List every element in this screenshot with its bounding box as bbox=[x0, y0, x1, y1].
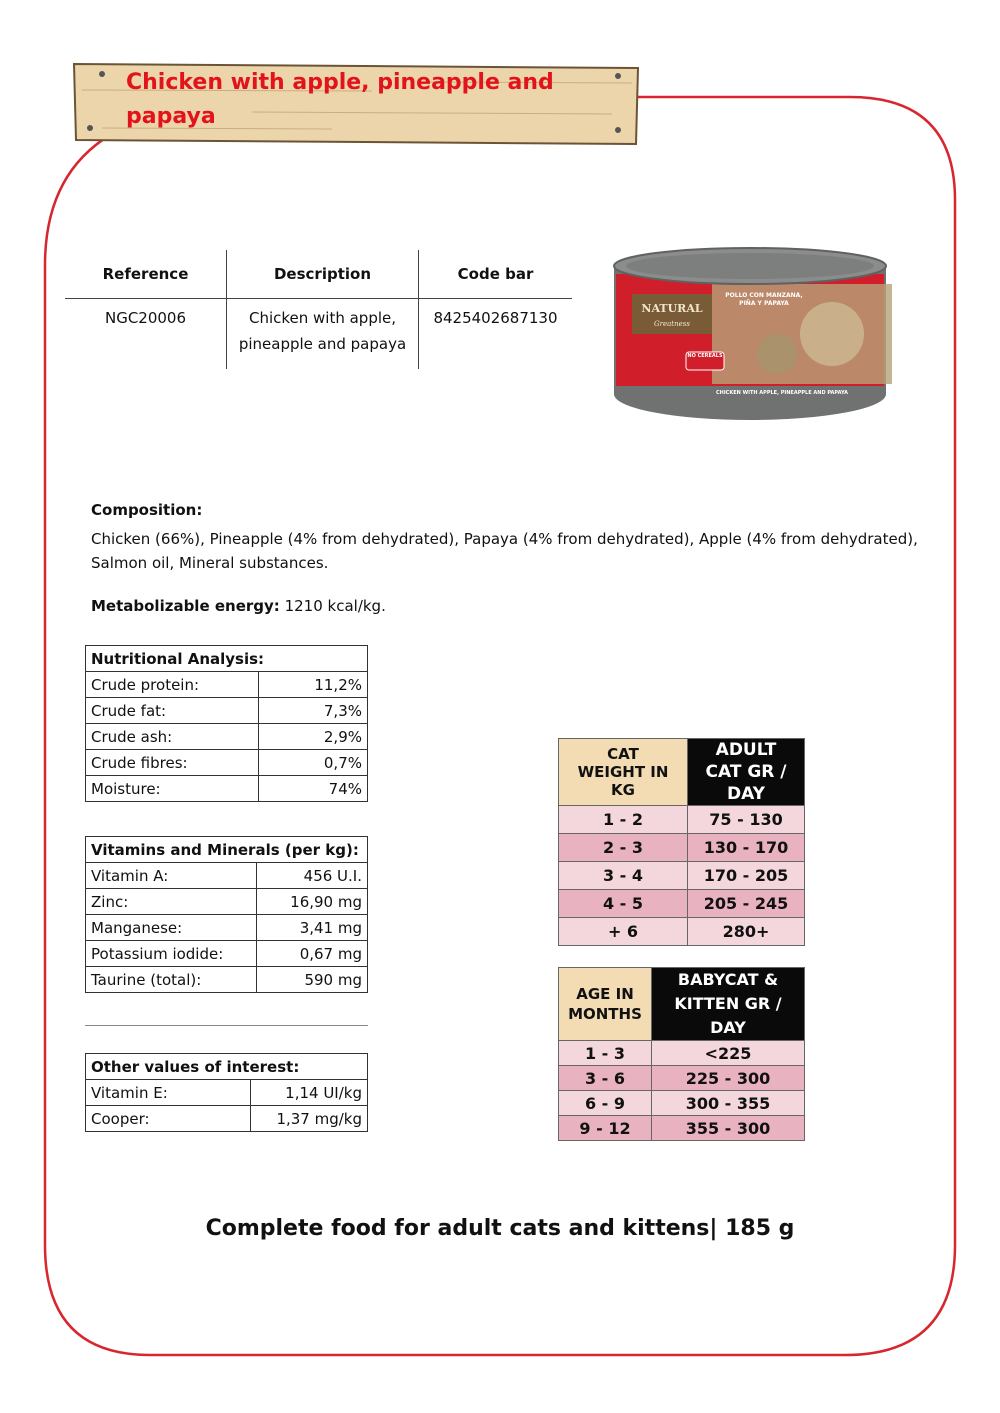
row-label: Crude protein: bbox=[86, 672, 259, 698]
adult-feeding-guide bbox=[558, 738, 805, 946]
table-row bbox=[86, 967, 368, 993]
weight-cell: 2 - 3 bbox=[559, 834, 688, 862]
age-cell: 3 - 6 bbox=[559, 1066, 652, 1091]
age-cell: 9 - 12 bbox=[559, 1116, 652, 1141]
table-row bbox=[559, 862, 805, 890]
reference-table bbox=[65, 250, 572, 369]
row-value: 590 mg bbox=[257, 967, 368, 993]
table-row bbox=[86, 1106, 368, 1132]
can-no-cereals-badge: NO CEREALS bbox=[687, 353, 723, 359]
table-row bbox=[86, 1080, 368, 1106]
table-row bbox=[559, 890, 805, 918]
row-value: 1,14 UI/kg bbox=[251, 1080, 368, 1106]
row-value: 1,37 mg/kg bbox=[251, 1106, 368, 1132]
table-row bbox=[559, 1041, 805, 1066]
table-row bbox=[86, 915, 368, 941]
grams-cell: 225 - 300 bbox=[652, 1066, 805, 1091]
grams-cell: 355 - 300 bbox=[652, 1116, 805, 1141]
nutritional-analysis-table bbox=[85, 645, 368, 802]
table-row bbox=[86, 672, 368, 698]
reference-value: NGC20006 bbox=[65, 299, 227, 370]
age-cell: 6 - 9 bbox=[559, 1091, 652, 1116]
row-label: Manganese: bbox=[86, 915, 257, 941]
vitamins-minerals-table bbox=[85, 836, 368, 993]
weight-cell: 4 - 5 bbox=[559, 890, 688, 918]
row-label: Taurine (total): bbox=[86, 967, 257, 993]
row-label: Vitamin E: bbox=[86, 1080, 251, 1106]
grams-cell: 205 - 245 bbox=[688, 890, 805, 918]
table-row bbox=[86, 750, 368, 776]
table-row bbox=[86, 863, 368, 889]
other-values-table bbox=[85, 1053, 368, 1132]
kitten-feeding-guide bbox=[558, 967, 805, 1141]
table-row bbox=[559, 1091, 805, 1116]
grams-cell: 130 - 170 bbox=[688, 834, 805, 862]
other-values-heading: Other values of interest: bbox=[86, 1054, 368, 1080]
can-label-es: POLLO CON MANZANA, PIÑA Y PAPAYA bbox=[725, 292, 803, 307]
grams-cell: 170 - 205 bbox=[688, 862, 805, 890]
table-row bbox=[559, 834, 805, 862]
description-value: Chicken with apple, pineapple and papaya bbox=[227, 299, 419, 370]
grams-cell: 300 - 355 bbox=[652, 1091, 805, 1116]
row-value: 74% bbox=[259, 776, 368, 802]
weight-cell: + 6 bbox=[559, 918, 688, 946]
can-brand-sub: Greatness bbox=[654, 320, 690, 328]
weight-cell: 1 - 2 bbox=[559, 806, 688, 834]
row-label: Crude fibres: bbox=[86, 750, 259, 776]
description-header: Description bbox=[227, 250, 419, 299]
energy-value: 1210 kcal/kg. bbox=[284, 597, 386, 615]
row-label: Zinc: bbox=[86, 889, 257, 915]
table-row bbox=[86, 698, 368, 724]
footer-tagline: Complete food for adult cats and kittens| 185 g bbox=[205, 1216, 795, 1241]
row-value: 2,9% bbox=[259, 724, 368, 750]
composition-text: Chicken (66%), Pineapple (4% from dehydrated), Papaya (4% from dehydrated), Apple (4% from dehydrated), Salmon oil, Mineral substances. bbox=[91, 530, 918, 572]
kitten-header: BABYCAT & KITTEN GR / DAY bbox=[652, 968, 805, 1041]
grams-cell: 280+ bbox=[688, 918, 805, 946]
row-value: 16,90 mg bbox=[257, 889, 368, 915]
code-bar-header: Code bar bbox=[419, 250, 573, 299]
composition-heading: Composition: bbox=[91, 501, 203, 519]
age-cell: 1 - 3 bbox=[559, 1041, 652, 1066]
row-label: Crude ash: bbox=[86, 724, 259, 750]
row-label: Moisture: bbox=[86, 776, 259, 802]
row-label: Cooper: bbox=[86, 1106, 251, 1132]
table-row bbox=[559, 1066, 805, 1091]
table-row bbox=[86, 941, 368, 967]
metabolizable-energy bbox=[91, 597, 386, 615]
row-value: 0,7% bbox=[259, 750, 368, 776]
cat-weight-header: CAT WEIGHT IN KG bbox=[559, 739, 688, 806]
page-title: Chicken with apple, pineapple and papaya bbox=[126, 70, 554, 129]
table-row bbox=[86, 724, 368, 750]
table-row bbox=[559, 1116, 805, 1141]
age-months-header: AGE IN MONTHS bbox=[559, 968, 652, 1041]
row-label: Vitamin A: bbox=[86, 863, 257, 889]
can-label-en: CHICKEN WITH APPLE, PINEAPPLE AND PAPAYA bbox=[715, 390, 849, 396]
adult-cat-header: ADULT CAT GR / DAY bbox=[688, 739, 805, 806]
code-bar-value: 8425402687130 bbox=[433, 309, 558, 327]
weight-cell: 3 - 4 bbox=[559, 862, 688, 890]
product-can-image bbox=[612, 244, 892, 424]
row-label: Potassium iodide: bbox=[86, 941, 257, 967]
energy-label: Metabolizable energy: bbox=[91, 597, 280, 615]
row-label: Crude fat: bbox=[86, 698, 259, 724]
row-value: 456 U.I. bbox=[257, 863, 368, 889]
table-row bbox=[86, 889, 368, 915]
divider bbox=[85, 1025, 368, 1026]
grams-cell: 75 - 130 bbox=[688, 806, 805, 834]
vitamins-heading: Vitamins and Minerals (per kg): bbox=[86, 837, 368, 863]
row-value: 7,3% bbox=[259, 698, 368, 724]
table-row bbox=[559, 918, 805, 946]
table-row bbox=[86, 776, 368, 802]
row-value: 11,2% bbox=[259, 672, 368, 698]
table-row bbox=[559, 806, 805, 834]
reference-header: Reference bbox=[65, 250, 227, 299]
row-value: 0,67 mg bbox=[257, 941, 368, 967]
row-value: 3,41 mg bbox=[257, 915, 368, 941]
nutritional-heading: Nutritional Analysis: bbox=[86, 646, 368, 672]
grams-cell: <225 bbox=[652, 1041, 805, 1066]
can-brand: NATURAL bbox=[641, 302, 703, 315]
